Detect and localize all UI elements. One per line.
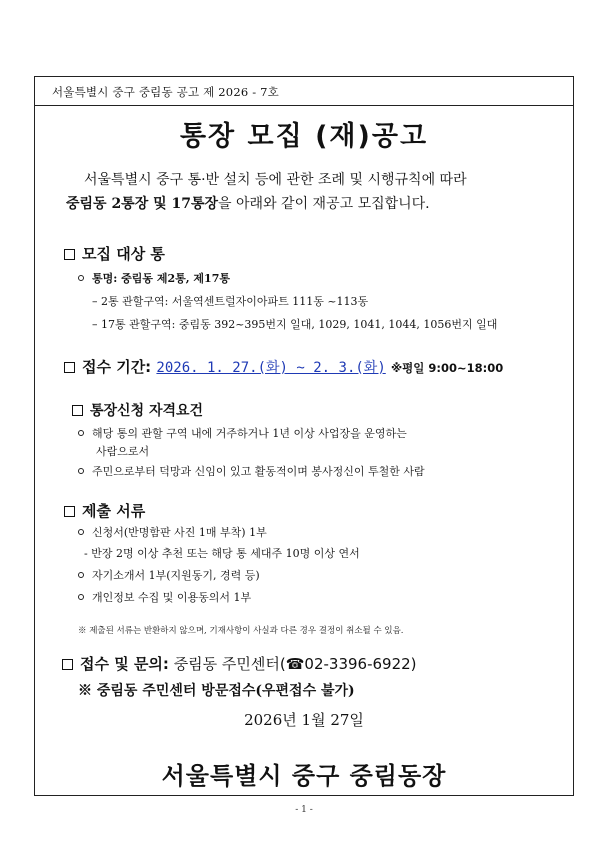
requirement-item-1-cont: 사람으로서 <box>96 445 150 458</box>
notice-number: 서울특별시 중구 중림동 공고 제 2026 - 7호 <box>52 85 279 99</box>
notice-date: 2026년 1월 27일 <box>244 711 364 729</box>
contact-note: ※ 중림동 주민센터 방문접수(우편접수 불가) <box>78 683 355 699</box>
section-requirements-heading <box>72 400 203 420</box>
section-docs-heading <box>64 500 145 521</box>
requirement-item-2-text: 주민으로부터 덕망과 신임이 있고 활동적이며 봉사정신이 투철한 사람 <box>92 465 425 478</box>
docs-label: 제출 서류 <box>82 502 146 520</box>
requirement-item-1 <box>78 425 407 441</box>
circle-bullet-icon <box>78 430 84 436</box>
requirement-item-1-text: 해당 통의 관할 구역 내에 거주하거나 1년 이상 사업장을 운영하는 <box>92 427 407 440</box>
requirement-item-2 <box>78 463 425 479</box>
intro-line-2-rest: 을 아래와 같이 재공고 모집합니다. <box>218 196 430 212</box>
docs-item-3-text: 개인정보 수집 및 이용동의서 1부 <box>92 591 252 604</box>
circle-bullet-icon <box>78 275 84 281</box>
signature: 서울특별시 중구 중림동장 <box>161 762 447 790</box>
page-number: - 1 - <box>295 805 313 815</box>
docs-item-2-text: 자기소개서 1부(지원동기, 경력 등) <box>92 569 260 582</box>
requirements-label: 통장신청 자격요건 <box>90 403 204 419</box>
circle-bullet-icon <box>78 572 84 578</box>
period-note: ※평일 9:00~18:00 <box>391 361 504 375</box>
section-target-heading <box>64 243 165 264</box>
docs-item-1-sub: - 반장 2명 이상 추천 또는 해당 통 세대주 10명 이상 연서 <box>84 547 360 560</box>
contact-value: 중림동 주민센터(☎02-3396-6922) <box>173 655 417 673</box>
checkbox-square-icon <box>62 659 73 670</box>
circle-bullet-icon <box>78 594 84 600</box>
docs-item-1-text: 신청서(반명함판 사진 1매 부착) 1부 <box>92 526 267 539</box>
target-sub-1: – 2통 관할구역: 서울역센트럴자이아파트 111동 ~113동 <box>92 295 369 308</box>
target-sub-2: – 17통 관할구역: 중림동 392~395번지 일대, 1029, 1041, 1044, 1056번지 일대 <box>92 318 498 331</box>
intro-paragraph <box>66 168 546 216</box>
target-item-1 <box>78 270 230 286</box>
contact-label: 접수 및 문의: <box>80 655 169 673</box>
intro-target-tongs: 중림동 2통장 및 17통장 <box>66 196 219 212</box>
docs-item-3 <box>78 589 251 605</box>
checkbox-square-icon <box>64 249 75 260</box>
contact-line <box>62 653 417 674</box>
target-item-1-text: 통명: 중림동 제2통, 제17통 <box>92 272 230 285</box>
section-target-label: 모집 대상 통 <box>82 245 165 263</box>
circle-bullet-icon <box>78 529 84 535</box>
docs-item-1 <box>78 524 267 540</box>
docs-item-2 <box>78 567 260 583</box>
checkbox-square-icon <box>72 405 83 416</box>
checkbox-square-icon <box>64 506 75 517</box>
section-period <box>64 356 503 377</box>
notice-title: 통장 모집 (재)공고 <box>179 121 429 152</box>
circle-bullet-icon <box>78 468 84 474</box>
period-label: 접수 기간: <box>82 358 152 376</box>
intro-line-1: 서울특별시 중구 통·반 설치 등에 관한 조례 및 시행규칙에 따라 <box>84 172 467 188</box>
period-range: 2026. 1. 27.(화) ~ 2. 3.(화) <box>156 360 386 376</box>
intro-line-2 <box>66 192 546 216</box>
checkbox-square-icon <box>64 362 75 373</box>
docs-note: ※ 제출된 서류는 반환하지 않으며, 기재사항이 사실과 다른 경우 결정이 취소될 수 있음. <box>78 626 404 636</box>
